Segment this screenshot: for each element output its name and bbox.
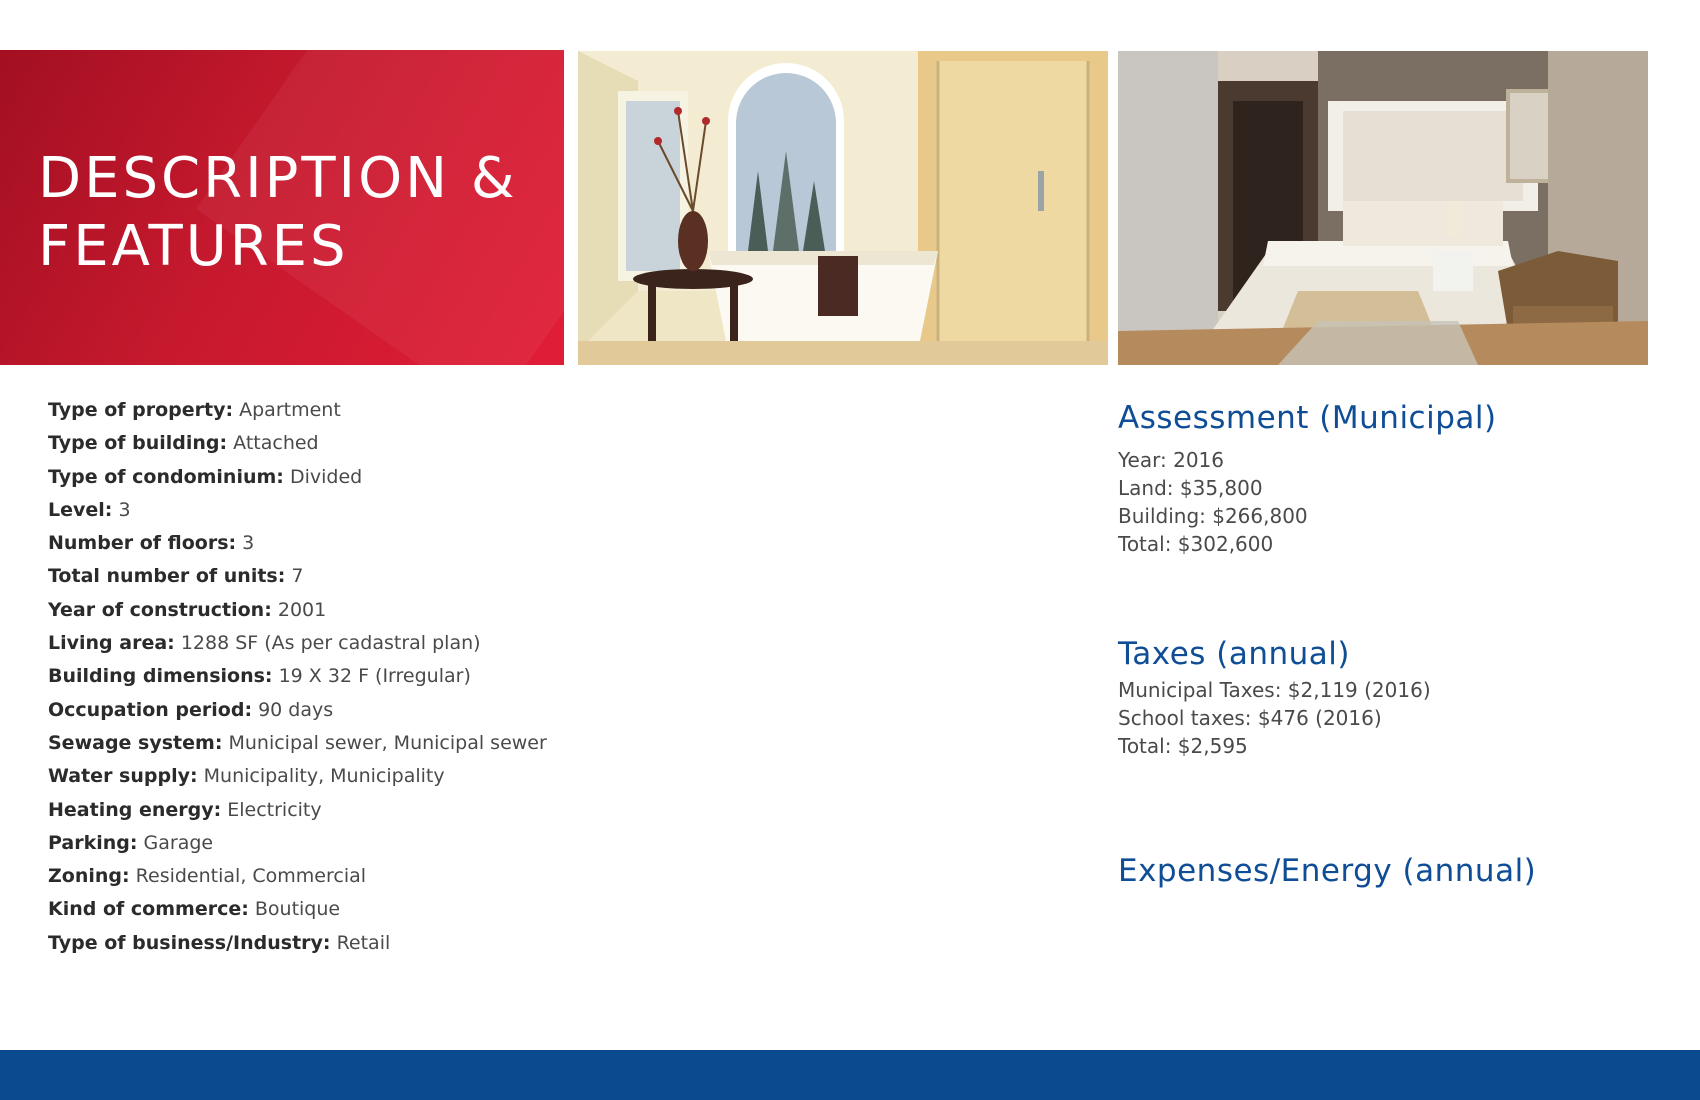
feature-label: Type of property: bbox=[48, 399, 234, 421]
header-panel bbox=[0, 50, 564, 365]
feature-value: 7 bbox=[291, 565, 304, 588]
page-title-line-1: DESCRIPTION & bbox=[38, 146, 518, 211]
assessment-section bbox=[1118, 400, 1497, 558]
feature-value: Boutique bbox=[254, 898, 341, 921]
feature-label: Type of building: bbox=[48, 432, 228, 455]
assessment-total: Total: $302,600 bbox=[1118, 532, 1274, 556]
assessment-heading: Assessment (Municipal) bbox=[1118, 400, 1497, 436]
assessment-year: Year: 2016 bbox=[1118, 448, 1224, 472]
feature-row bbox=[48, 627, 547, 660]
expenses-section bbox=[1118, 853, 1536, 889]
feature-value: 1288 SF (As per cadastral plan) bbox=[180, 632, 481, 655]
feature-label: Living area: bbox=[48, 632, 175, 655]
feature-row bbox=[48, 893, 547, 926]
feature-value: Municipality, Municipality bbox=[203, 765, 445, 788]
page-title bbox=[38, 145, 518, 281]
feature-label: Occupation period: bbox=[48, 698, 253, 721]
feature-value: Apartment bbox=[239, 399, 341, 421]
assessment-building: Building: $266,800 bbox=[1118, 504, 1308, 528]
feature-value: Residential, Commercial bbox=[135, 865, 367, 888]
feature-row bbox=[48, 860, 547, 893]
feature-label: Zoning: bbox=[48, 865, 130, 888]
taxes-municipal: Municipal Taxes: $2,119 (2016) bbox=[1118, 678, 1431, 702]
feature-row bbox=[48, 494, 547, 527]
feature-value: 2001 bbox=[277, 598, 327, 621]
feature-value: Garage bbox=[143, 831, 214, 854]
bathroom-photo bbox=[578, 51, 1108, 365]
feature-label: Parking: bbox=[48, 831, 138, 854]
feature-value: 3 bbox=[242, 532, 255, 555]
feature-value: 3 bbox=[118, 498, 131, 521]
feature-row bbox=[48, 694, 547, 727]
feature-value: Municipal sewer, Municipal sewer bbox=[228, 731, 547, 754]
feature-label: Heating energy: bbox=[48, 798, 222, 821]
feature-label: Kind of commerce: bbox=[48, 898, 249, 921]
feature-row bbox=[48, 394, 547, 427]
feature-row bbox=[48, 427, 547, 460]
feature-label: Building dimensions: bbox=[48, 665, 273, 688]
feature-label: Type of condominium: bbox=[48, 465, 284, 488]
footer-bar bbox=[0, 1050, 1700, 1100]
taxes-lines bbox=[1118, 676, 1431, 760]
feature-label: Number of floors: bbox=[48, 532, 237, 555]
feature-row bbox=[48, 660, 547, 693]
feature-row bbox=[48, 827, 547, 860]
feature-label: Type of business/Industry: bbox=[48, 931, 331, 954]
feature-label: Level: bbox=[48, 498, 113, 521]
feature-row bbox=[48, 927, 547, 960]
assessment-lines bbox=[1118, 446, 1497, 558]
feature-value: Electricity bbox=[227, 798, 322, 821]
page-title-line-2: FEATURES bbox=[38, 214, 349, 279]
feature-row bbox=[48, 794, 547, 827]
feature-value: 19 X 32 F (Irregular) bbox=[278, 665, 471, 688]
bedroom-photo bbox=[1118, 51, 1648, 365]
feature-value: Divided bbox=[289, 465, 363, 488]
feature-row bbox=[48, 560, 547, 593]
feature-value: Attached bbox=[233, 432, 319, 455]
feature-row bbox=[48, 760, 547, 793]
feature-label: Water supply: bbox=[48, 765, 198, 788]
taxes-section bbox=[1118, 636, 1431, 760]
feature-row bbox=[48, 527, 547, 560]
taxes-total: Total: $2,595 bbox=[1118, 734, 1248, 758]
assessment-land: Land: $35,800 bbox=[1118, 476, 1263, 500]
taxes-heading: Taxes (annual) bbox=[1118, 636, 1351, 672]
feature-label: Sewage system: bbox=[48, 731, 223, 754]
feature-row bbox=[48, 727, 547, 760]
features-list bbox=[48, 394, 547, 960]
feature-label: Total number of units: bbox=[48, 565, 286, 588]
feature-label: Year of construction: bbox=[48, 598, 272, 621]
taxes-school: School taxes: $476 (2016) bbox=[1118, 706, 1382, 730]
feature-value: 90 days bbox=[258, 698, 334, 721]
feature-row bbox=[48, 461, 547, 494]
feature-row bbox=[48, 594, 547, 627]
expenses-heading: Expenses/Energy (annual) bbox=[1118, 853, 1537, 889]
feature-value: Retail bbox=[336, 931, 391, 954]
